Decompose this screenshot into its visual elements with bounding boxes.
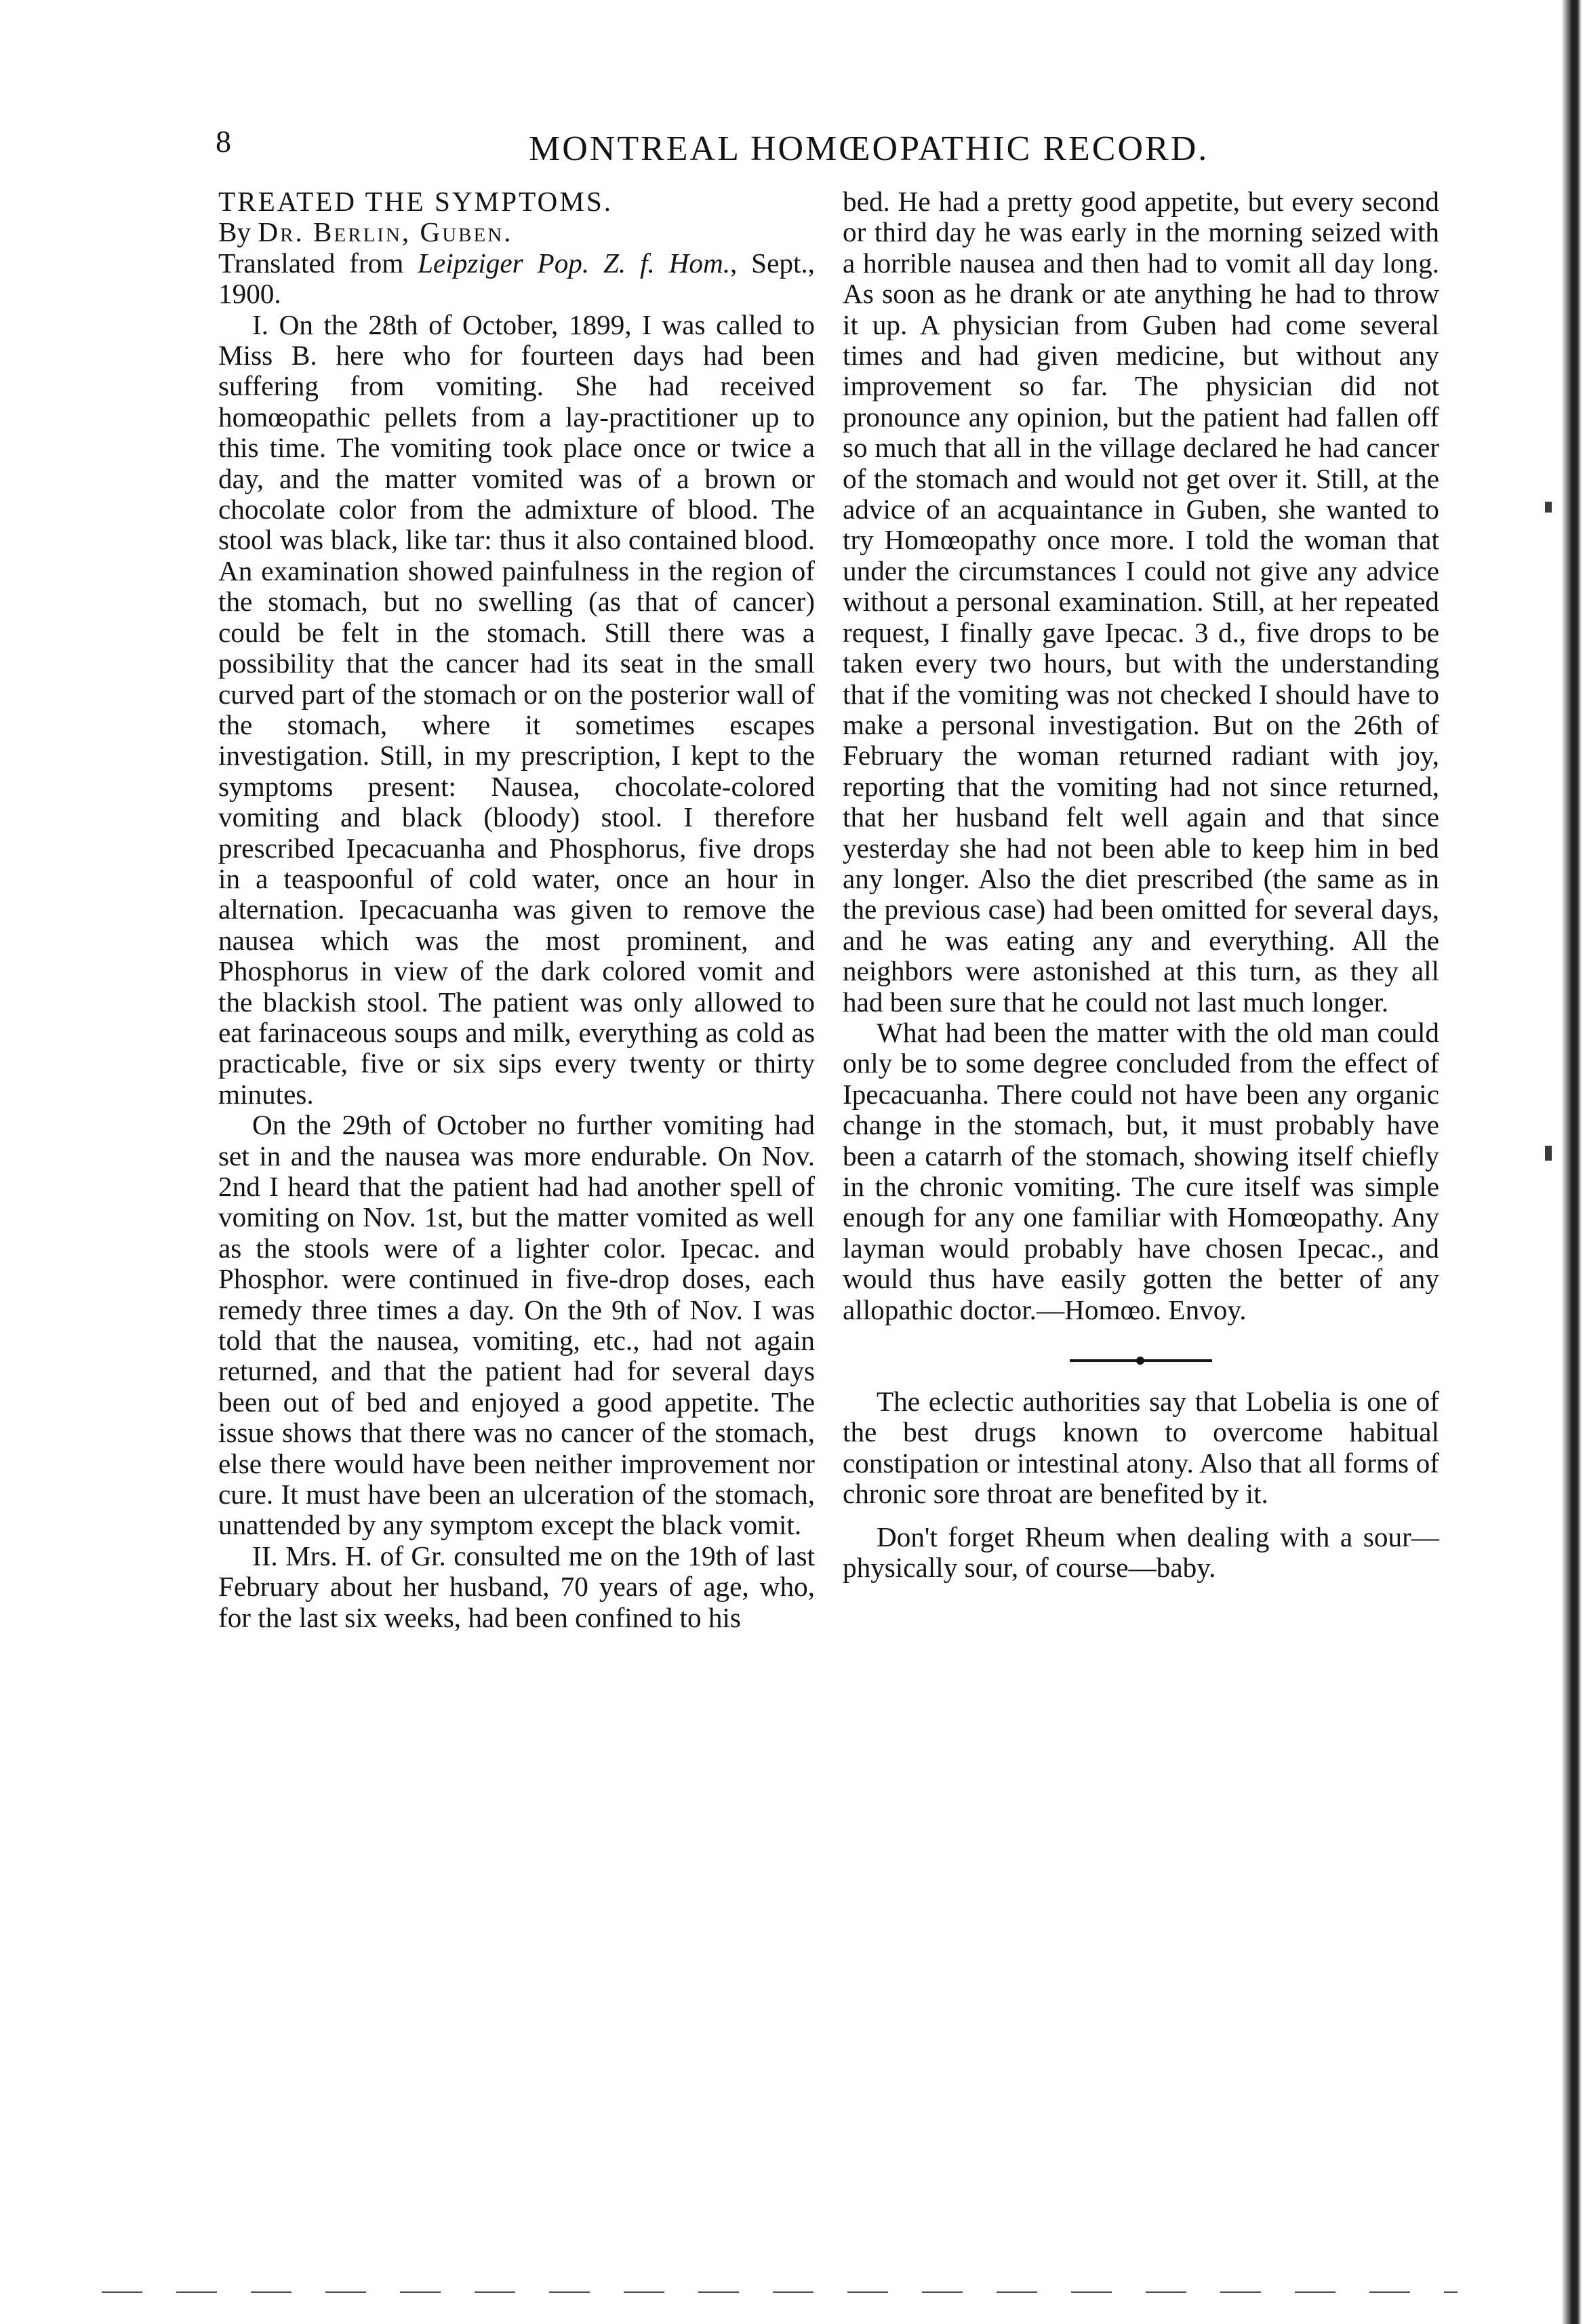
right-column (843, 186, 1439, 1583)
paragraph-conclusion: What had been the matter with the old man could only be to some degree concluded from the effect of Ipecacuanha. There could not have been any organic change in the stomach, but, it must probably have been a catarrh of the stomach, showing itself chiefly in the chronic vomiting. The cure itself was simple enough for any one familiar with Homœopathy. Any layman would probably have chosen Ipecac., and would thus have easily gotten the better of any allopathic doctor.—Homœo. Envoy. (843, 1016, 1439, 1325)
edge-mark (1545, 1146, 1552, 1161)
article-byline (218, 217, 815, 247)
note-lobelia: The eclectic authorities say that Lobelia is one of the best drugs known to overcome habitual constipation or intestinal atony. Also that all forms of chronic sore throat are benefited by it. (843, 1386, 1439, 1510)
translated-source: Leipziger Pop. Z. f. Hom. (418, 247, 731, 279)
note-rheum: Don't forget Rheum when dealing with a sour—physically sour, of course—baby. (843, 1521, 1439, 1584)
page-number: 8 (216, 124, 231, 159)
paragraph-case-one: I. On the 28th of October, 1899, I was called to Miss B. here who for fourteen days had been suffering from vomiting. She had received homœopathic pellets from a lay-practitioner up to this time. The vomiting took place once or twice a day, and the matter vomited was of a brown or chocolate color from the admixture of blood. The stool was black, like tar: thus it also contained blood. An examination showed painfulness in the region of the stomach, but no swelling (as that of cancer) could be felt in the stomach. Still there was a possibility that the cancer had its seat in the small curved part of the stomach or on the posterior wall of the stomach, where it sometimes escapes investigation. Still, in my prescription, I kept to the symptoms present: Nausea, chocolate-colored vomiting and black (bloody) stool. I therefore prescribed Ipecacuanha and Phosphorus, five drops in a teaspoonful of cold water, once an hour in alternation. Ipecacuanha was given to remove the nausea which was the most prominent, and Phosphorus in view of the dark colored vomit and the blackish stool. The patient was only allowed to eat farinaceous soups and milk, everything as cold as practicable, five or six sips every twenty or thirty minutes. (218, 308, 815, 1110)
translation-note (218, 248, 815, 310)
translated-date: , Sept., 1900. (218, 247, 815, 310)
paragraph-case-one-followup: On the 29th of October no further vomiting had set in and the nausea was more endurable. On Nov. 2nd I heard that the patient had had another spell of vomiting on Nov. 1st, but the matter vomited as well as the stools were of a lighter color. Ipecac. and Phosphor. were continued in five-drop doses, each remedy three times a day. On the 9th of Nov. I was told that the nausea, vomiting, etc., had not again returned, and that the patient had for several days been out of bed and enjoyed a good appetite. The issue shows that there was no cancer of the stomach, else there would have been neither improvement nor cure. It must have been an ulceration of the stomach, unattended by any symptom except the black vomit. (218, 1109, 815, 1541)
article-title: TREATED THE SYMPTOMS. (218, 186, 614, 217)
section-separator (1070, 1359, 1212, 1362)
running-head: MONTREAL HOMŒOPATHIC RECORD. (529, 129, 1209, 168)
edge-mark (1545, 502, 1552, 513)
paragraph-case-two-start: II. Mrs. H. of Gr. consulted me on the 19th of last February about her husband, 70 years of age, who, for the last six weeks, had been confined to his (218, 1540, 815, 1633)
paragraph-case-two-continued: bed. He had a pretty good appetite, but every second or third day he was early in the morning seized with a horrible nausea and then had to vomit all day long. As soon as he drank or ate anything he had to throw it up. A physician from Guben had come several times and had given medicine, but without any improvement so far. The physician did not pronounce any opinion, but the patient had fallen off so much that all in the village declared he had cancer of the stomach and would not get over it. Still, at the advice of an acquaintance in Guben, she wanted to try Homœopathy once more. I told the woman that under the circumstances I could not give any advice without a personal examination. Still, at her repeated request, I finally gave Ipecac. 3 d., five drops to be taken every two hours, but with the understanding that if the vomiting was not checked I should have to make a personal investigation. But on the 26th of February the woman returned radiant with joy, reporting that the vomiting had not since returned, that her husband felt well again and that since yesterday she had not been able to keep him in bed any longer. Also the diet prescribed (the same as in the previous case) had been omitted for several days, and he was eating any and everything. All the neighbors were astonished at this turn, as they all had been sure that he could not last much longer. (843, 186, 1439, 1018)
translated-prefix: Translated from (218, 247, 418, 279)
page-binding-edge (1561, 0, 1582, 2324)
left-column (218, 186, 815, 1633)
byline-author: Dr. Berlin, Guben. (258, 216, 513, 248)
byline-prefix: By (218, 216, 258, 248)
note-gap (843, 1510, 1439, 1522)
bottom-scan-rule (102, 2291, 1458, 2293)
